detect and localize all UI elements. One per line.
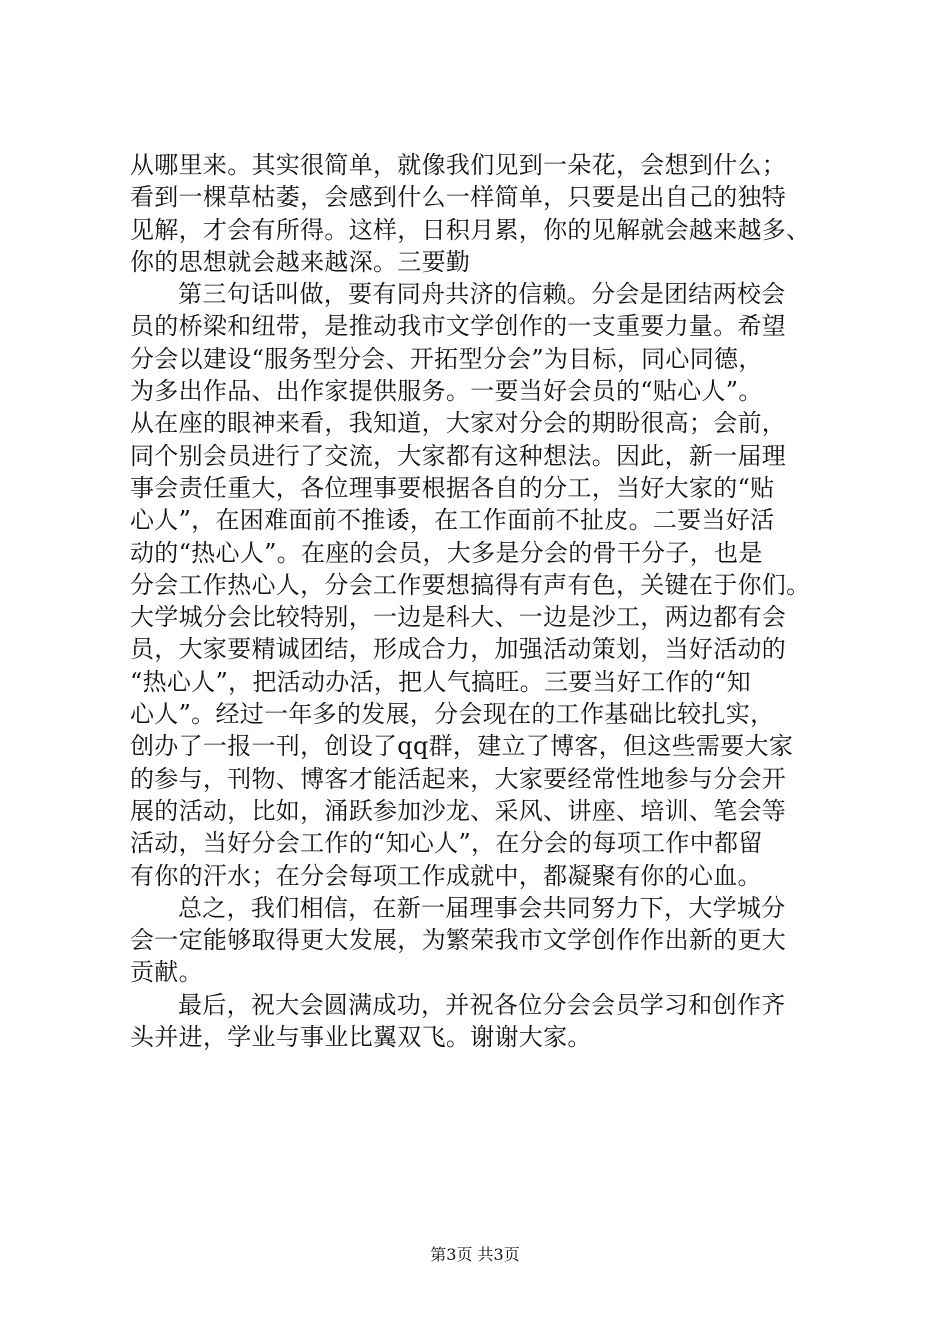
text-line: 看到一棵草枯萎，会感到什么一样简单，只要是出自己的独特 (130, 183, 787, 212)
text-line: 事会责任重大，各位理事要根据各自的分工，当好大家的“贴 (130, 473, 775, 502)
text-line: 你的思想就会越来越深。三要勤 (130, 247, 471, 276)
text-line: 大学城分会比较特别，一边是科大、一边是沙工，两边都有会 (130, 603, 787, 632)
text-line: 创办了一报一刊，创设了qq群，建立了博客，但这些需要大家 (130, 732, 794, 761)
text-line: 贡献。 (130, 958, 203, 987)
text-line: 有你的汗水；在分会每项工作成就中，都凝聚有你的心血。 (130, 861, 762, 890)
text-line: 第三句话叫做，要有同舟共济的信赖。分会是团结两校会 (178, 280, 786, 309)
text-line: 心人”，在困难面前不推诿，在工作面前不扯皮。二要当好活 (130, 506, 775, 535)
text-line: 心人”。经过一年多的发展，分会现在的工作基础比较扎实， (130, 700, 775, 729)
text-line: 会一定能够取得更大发展，为繁荣我市文学创作作出新的更大 (130, 926, 787, 955)
text-line: 见解，才会有所得。这样，日积月累，你的见解就会越来越多、 (130, 215, 811, 244)
text-line: 展的活动，比如，涌跃参加沙龙、采风、讲座、培训、笔会等 (130, 796, 787, 825)
text-line: 从哪里来。其实很简单，就像我们见到一朵花，会想到什么； (130, 151, 787, 179)
body-text (130, 149, 830, 1053)
text-line: 活动，当好分会工作的“知心人”，在分会的每项工作中都留 (130, 829, 763, 858)
text-line: 总之，我们相信，在新一届理事会共同努力下，大学城分 (178, 893, 786, 922)
text-line: 分会以建设“服务型分会、开拓型分会”为目标，同心同德， (130, 344, 763, 373)
text-line: 为多出作品、出作家提供服务。一要当好会员的“贴心人”。 (130, 377, 763, 406)
text-line: 员，大家要精诚团结，形成合力，加强活动策划，当好活动的 (130, 635, 787, 664)
text-line: 动的“热心人”。在座的会员，大多是分会的骨干分子，也是 (130, 538, 763, 567)
text-line: 最后，祝大会圆满成功，并祝各位分会会员学习和创作齐 (178, 990, 786, 1019)
text-line: 分会工作热心人，分会工作要想搞得有声有色，关键在于你们。 (130, 570, 811, 599)
text-line: 头并进，学业与事业比翼双飞。谢谢大家。 (130, 1023, 592, 1052)
text-line: 从在座的眼神来看，我知道，大家对分会的期盼很高；会前， (130, 409, 787, 438)
page-footer: 第3页 共3页 (430, 1245, 520, 1264)
text-line: 同个别会员进行了交流，大家都有这种想法。因此，新一届理 (130, 441, 787, 470)
text-line: 员的桥梁和纽带，是推动我市文学创作的一支重要力量。希望 (130, 312, 787, 341)
text-line: “热心人”，把活动办活，把人气搞旺。三要当好工作的“知 (130, 667, 751, 696)
text-line: 的参与，刊物、博客才能活起来，大家要经常性地参与分会开 (130, 764, 787, 793)
